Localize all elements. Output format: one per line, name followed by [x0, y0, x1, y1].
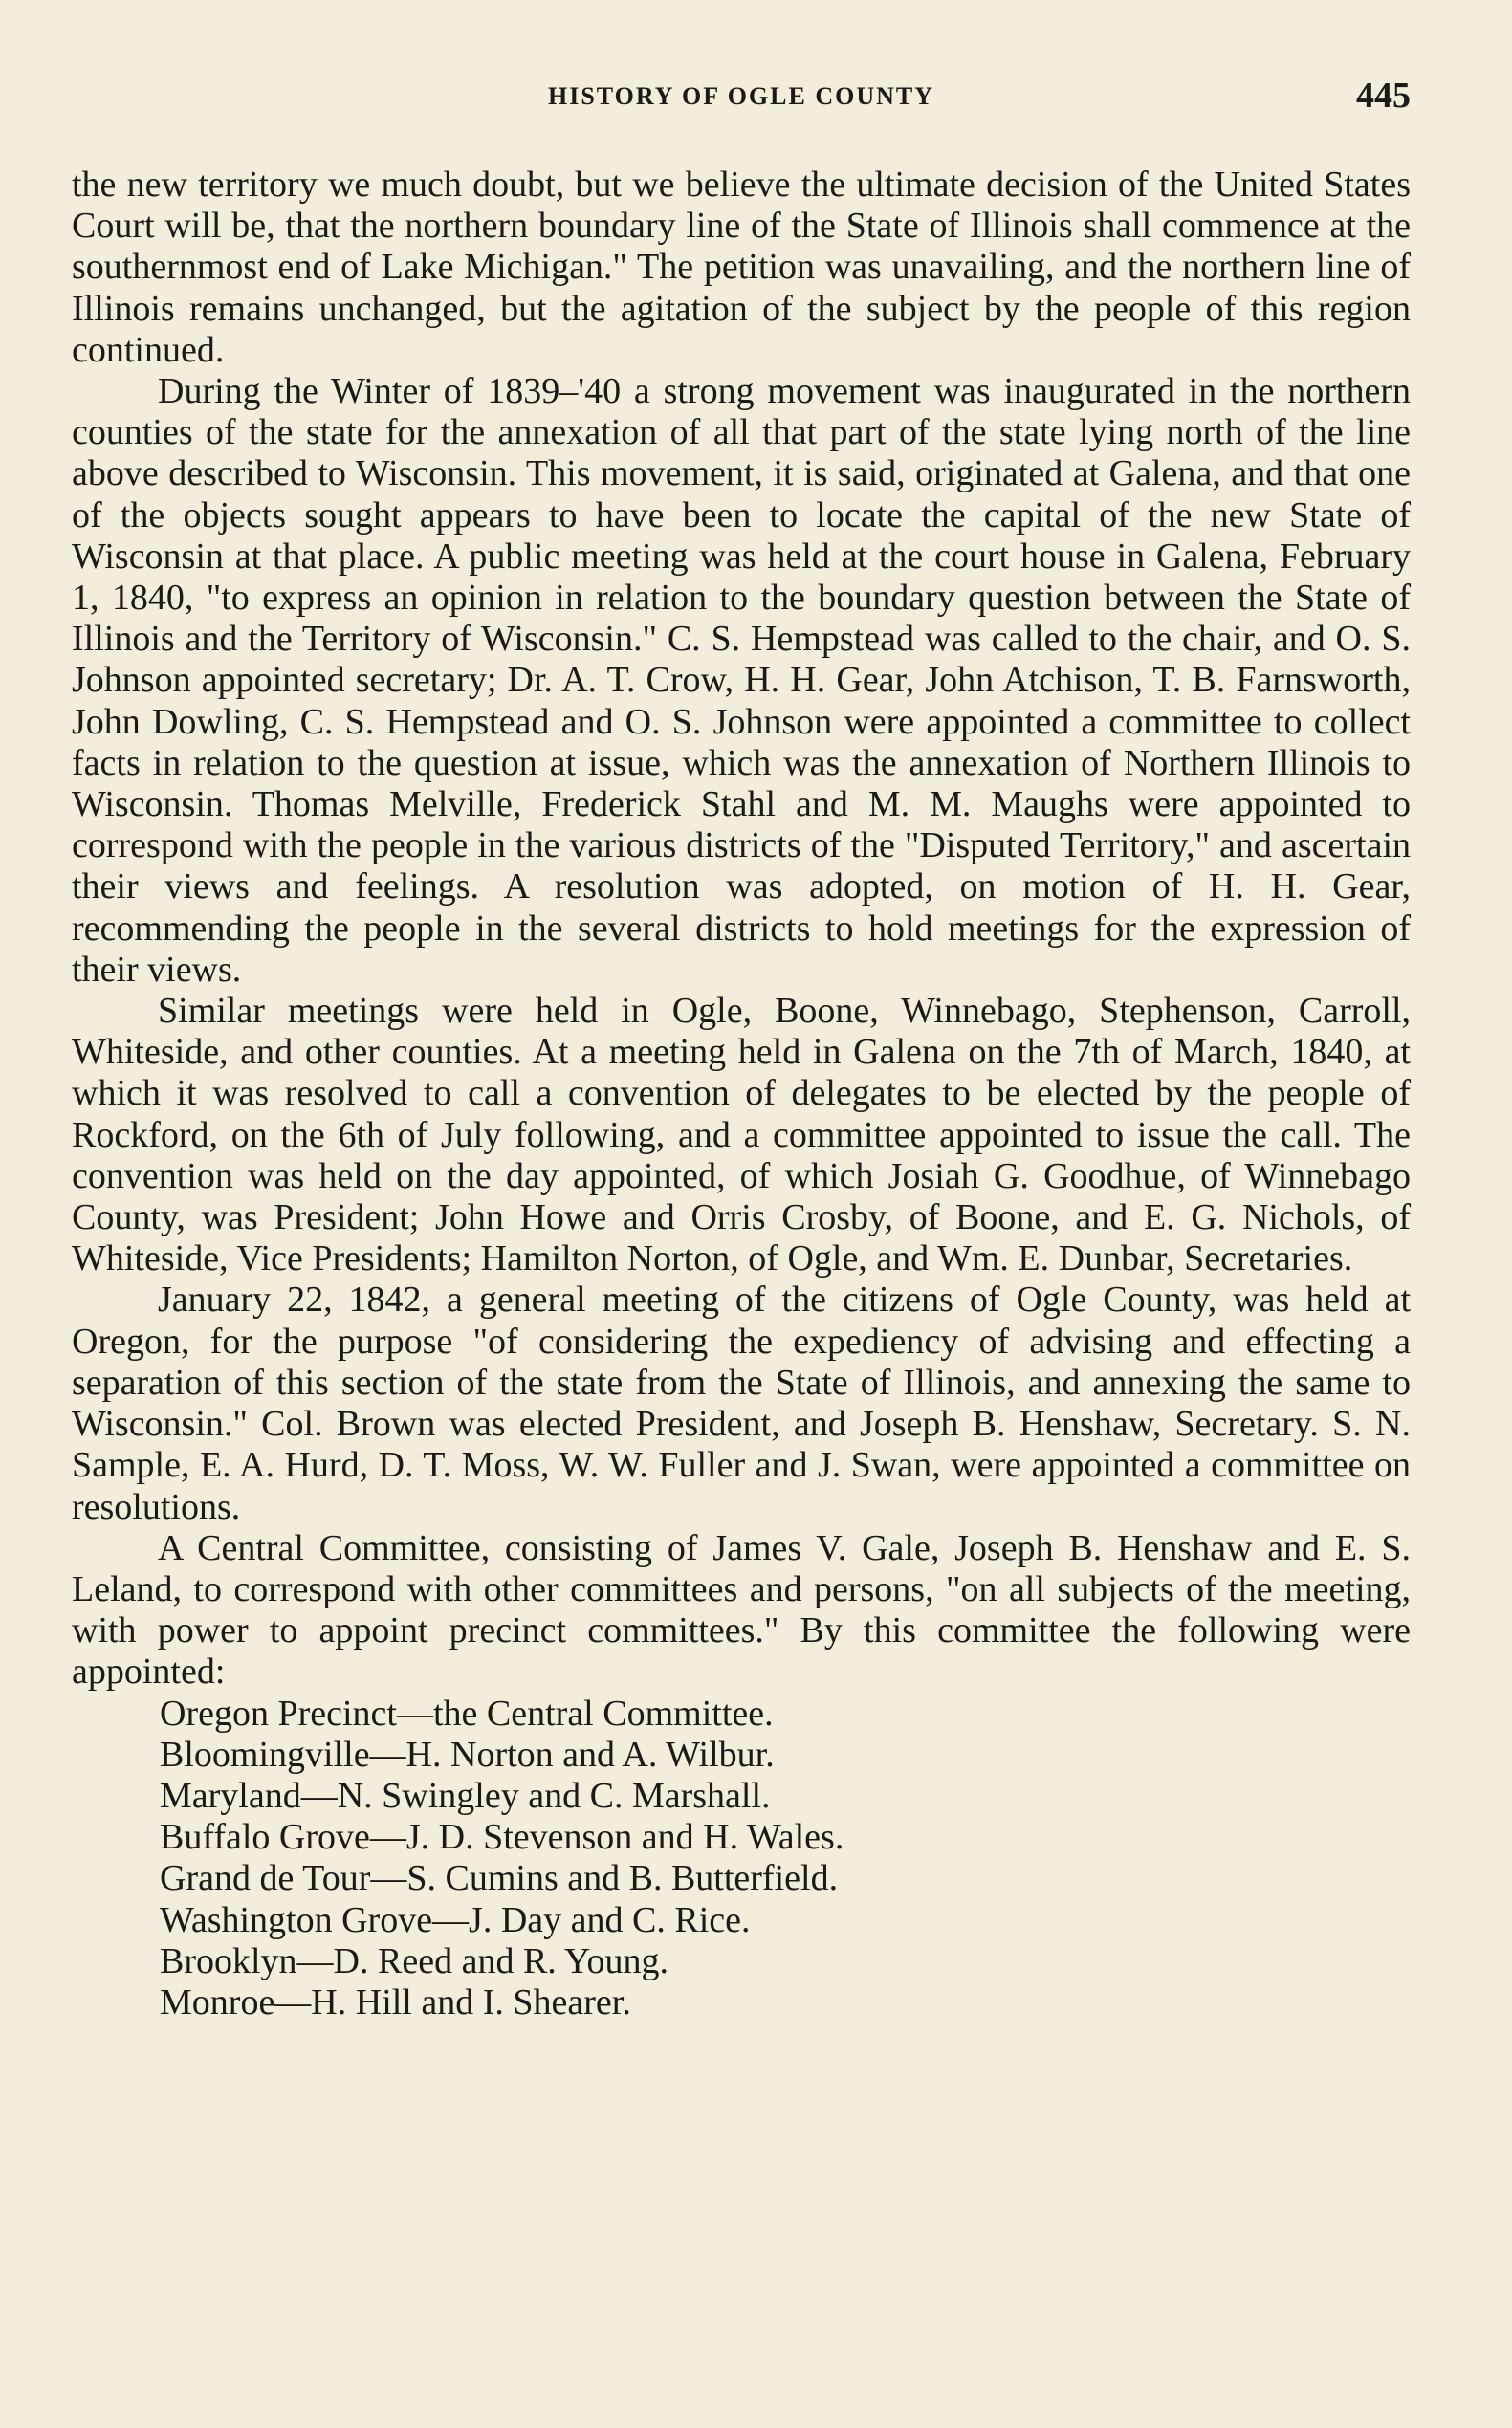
list-item: Grand de Tour—S. Cumins and B. Butterfield. — [160, 1858, 839, 1899]
paragraph: During the Winter of 1839–'40 a strong movement was inaugurated in the northern counties of the state for the annexation of all that part of the state lying north of the line above described to Wisconsin. This movement, it is said, originated at Galena, and that one of the objects sought appears to have been to locate the capital of the new State of Wisconsin at that place. A public meeting was held at the court house in Galena, February 1, 1840, "to express an opinion in relation to the boundary question between the State of Illinois and the Territory of Wisconsin." C. S. Hempstead was called to the chair, and O. S. Johnson appointed secretary; Dr. A. T. Crow, H. H. Gear, John Atchison, T. B. Farnsworth, John Dowling, C. S. Hempstead and O. S. Johnson were appointed a committee to collect facts in relation to the question at issue, which was the annexation of Northern Illinois to Wisconsin. Thomas Melville, Frederick Stahl and M. M. Maughs were appointed to correspond with the people in the various districts of the "Disputed Territory," and ascertain their views and feelings. A resolution was adopted, on motion of H. H. Gear, recommending the people in the several districts to hold meetings for the expression of their views. — [72, 371, 1411, 990]
list-item: Buffalo Grove—J. D. Stevenson and H. Wales. — [160, 1817, 844, 1858]
body-text — [72, 164, 1411, 2023]
page-number: 445 — [1356, 76, 1411, 116]
list-item: Brooklyn—D. Reed and R. Young. — [160, 1940, 669, 1981]
paragraph: January 22, 1842, a general meeting of the citizens of Ogle County, was held at Oregon, for the purpose "of considering the expediency of advising and effecting a separation of this section of the state from the State of Illinois, and annexing the same to Wisconsin." Col. Brown was elected President, and Joseph B. Henshaw, Secretary. S. N. Sample, E. A. Hurd, D. T. Moss, W. W. Fuller and J. Swan, were appointed a committee on resolutions. — [72, 1280, 1411, 1527]
precinct-committee-list — [72, 1694, 1411, 2024]
paragraph: the new territory we much doubt, but we believe the ultimate decision of the United States Court will be, that the northern boundary line of the State of Illinois shall commence at the southernmost end of Lake Michigan." The petition was unavailing, and the northern line of Illinois remains unchanged, but the agitation of the subject by the people of this region continued. — [72, 164, 1411, 370]
list-item: Oregon Precinct—the Central Committee. — [160, 1693, 774, 1734]
list-item: Maryland—N. Swingley and C. Marshall. — [160, 1775, 771, 1816]
book-page — [72, 75, 1411, 2023]
paragraph: Similar meetings were held in Ogle, Boone, Winnebago, Stephenson, Carroll, Whiteside, and other counties. At a meeting held in Galena on the 7th of March, 1840, at which it was resolved to call a convention of delegates to be elected by the people of Rockford, on the 6th of July following, and a committee appointed to issue the call. The convention was held on the day appointed, of which Josiah G. Goodhue, of Winnebago County, was President; John Howe and Orris Crosby, of Boone, and E. G. Nichols, of Whiteside, Vice Presidents; Hamilton Norton, of Ogle, and Wm. E. Dunbar, Secretaries. — [72, 991, 1411, 1280]
list-item: Bloomingville—H. Norton and A. Wilbur. — [160, 1734, 775, 1775]
list-item: Monroe—H. Hill and I. Shearer. — [160, 1981, 631, 2023]
running-title: HISTORY OF OGLE COUNTY — [547, 82, 934, 110]
list-item: Washington Grove—J. Day and C. Rice. — [160, 1899, 751, 1940]
paragraph: A Central Committee, consisting of James V. Gale, Joseph B. Henshaw and E. S. Leland, to correspond with other committees and persons, "on all subjects of the meeting, with power to appoint precinct committees." By this committee the following were appointed: — [72, 1527, 1411, 1693]
running-head — [72, 75, 1411, 132]
